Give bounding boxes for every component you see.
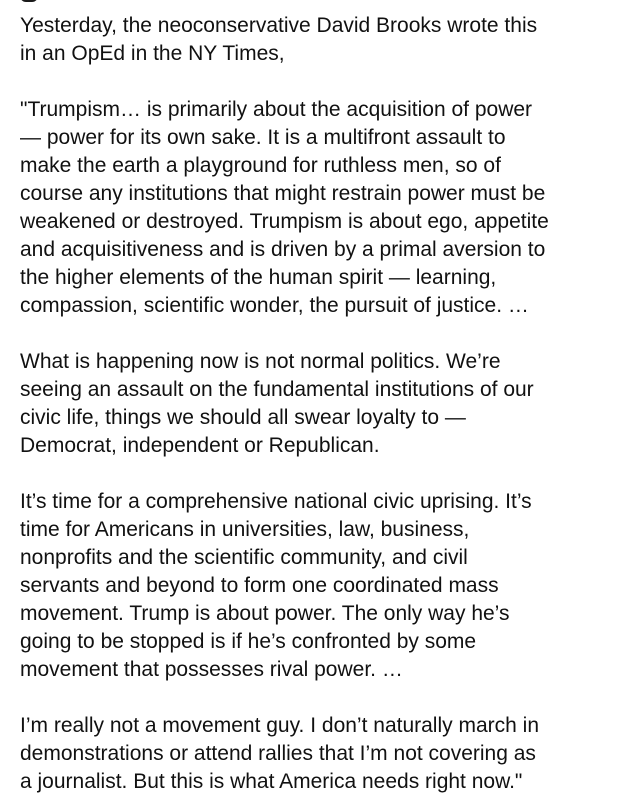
quote-paragraph-1 bbox=[20, 96, 630, 320]
text-line: "Trumpism… is primarily about the acquisition of power bbox=[20, 98, 533, 121]
text-line: demonstrations or attend rallies that I’m not covering as bbox=[20, 742, 536, 765]
text-line: and acquisitiveness and is driven by a primal aversion to bbox=[20, 238, 546, 261]
quote-paragraph-4 bbox=[20, 712, 630, 796]
avatar-fragment bbox=[20, 0, 38, 2]
text-line: What is happening now is not normal politics. We’re bbox=[20, 350, 501, 373]
text-line: weakened or destroyed. Trumpism is about ego, appetite bbox=[20, 210, 549, 233]
intro-paragraph bbox=[20, 12, 630, 68]
text-line: going to be stopped is if he’s confronted by some bbox=[20, 630, 477, 653]
text-line: course any institutions that might restrain power must be bbox=[20, 182, 546, 205]
text-line: in an OpEd in the NY Times, bbox=[20, 42, 285, 65]
text-line: movement that possesses rival power. … bbox=[20, 658, 403, 681]
text-line: civic life, things we should all swear loyalty to — bbox=[20, 406, 466, 429]
text-line: compassion, scientific wonder, the pursuit of justice. … bbox=[20, 294, 529, 317]
text-line: the higher elements of the human spirit — learning, bbox=[20, 266, 497, 289]
text-line: It’s time for a comprehensive national civic uprising. It’s bbox=[20, 490, 532, 513]
text-line: Democrat, independent or Republican. bbox=[20, 434, 380, 457]
quote-paragraph-3 bbox=[20, 488, 630, 684]
text-line: seeing an assault on the fundamental institutions of our bbox=[20, 378, 534, 401]
text-line: — power for its own sake. It is a multifront assault to bbox=[20, 126, 506, 149]
text-line: movement. Trump is about power. The only way he’s bbox=[20, 602, 510, 625]
text-line: I’m really not a movement guy. I don’t naturally march in bbox=[20, 714, 540, 737]
post-body bbox=[20, 12, 630, 796]
text-line: make the earth a playground for ruthless men, so of bbox=[20, 154, 501, 177]
text-line: time for Americans in universities, law, business, bbox=[20, 518, 470, 541]
text-line: servants and beyond to form one coordinated mass bbox=[20, 574, 499, 597]
text-line: Yesterday, the neoconservative David Brooks wrote this bbox=[20, 14, 538, 37]
text-line: nonprofits and the scientific community, and civil bbox=[20, 546, 468, 569]
text-line: a journalist. But this is what America needs right now." bbox=[20, 770, 523, 793]
quote-paragraph-2 bbox=[20, 348, 630, 460]
